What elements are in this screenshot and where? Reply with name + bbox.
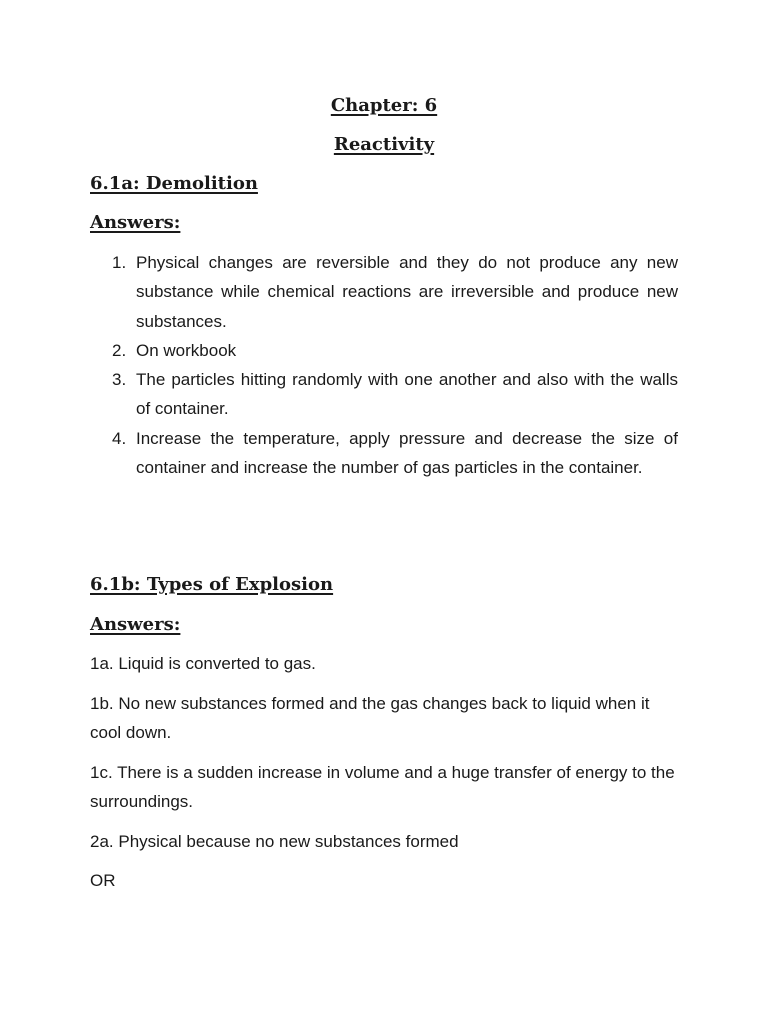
list-item-number: 4. (112, 428, 127, 448)
answers-label-2: Answers: (90, 614, 181, 635)
section-heading-explosion: 6.1b: Types of Explosion (90, 574, 334, 595)
list-item-number: 3. (112, 370, 127, 390)
chapter-title: Chapter: 6 (330, 95, 438, 116)
list-item-text: Physical changes are reversible and they do not produce any new substance while chemical reactions are irreversible and produce new substances. (136, 253, 678, 331)
answer-paragraph-1c: 1c. There is a sudden increase in volume and a huge transfer of energy to the surroundings. (90, 763, 675, 811)
section-heading-demolition: 6.1a: Demolition (90, 173, 258, 194)
list-item (90, 336, 678, 365)
list-item-number: 2. (112, 340, 127, 360)
list-item (90, 424, 678, 483)
list-item (90, 365, 678, 424)
answers-label-1: Answers: (90, 212, 181, 233)
list-item (90, 248, 678, 336)
list-item-text: The particles hitting randomly with one another and also with the walls of container. (136, 370, 678, 419)
answer-paragraph-1a: 1a. Liquid is converted to gas. (90, 654, 316, 673)
list-item-number: 1. (112, 253, 127, 272)
list-item-text: Increase the temperature, apply pressure and decrease the size of container and increase the number of gas particles in the container. (136, 428, 678, 478)
answer-paragraph-or: OR (90, 871, 116, 890)
answers-list-demolition (90, 248, 678, 482)
answer-paragraph-2a: 2a. Physical because no new substances formed (90, 832, 459, 851)
list-item-text: On workbook (136, 340, 237, 360)
chapter-subtitle: Reactivity (333, 134, 435, 155)
answer-paragraph-1b: 1b. No new substances formed and the gas changes back to liquid when it cool down. (90, 694, 650, 742)
